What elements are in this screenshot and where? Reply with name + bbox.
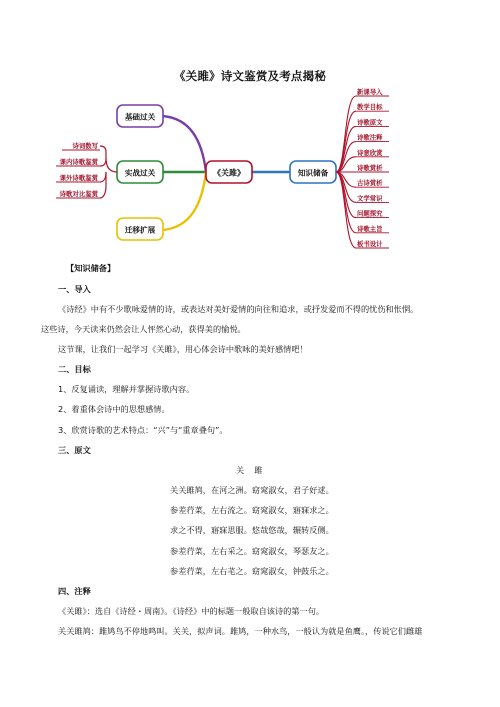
right-leaf-list <box>356 87 383 248</box>
center-node: 《关雎》 <box>213 168 245 178</box>
intro-paragraph-line: 《诗经》中有不少歌咏爱情的诗，或表达对美好爱情的向往和追求，或抒发爱而不得的忧伤和怅惘。 <box>58 304 419 314</box>
poem-title: 关雎 <box>236 465 273 475</box>
goal-item: 2、着重体会诗中的思想感情。 <box>58 404 170 414</box>
node-practice: 实战过关 <box>124 168 156 178</box>
left-leaf: 诗歌对比鉴赏 <box>59 190 98 198</box>
left-bracket <box>100 146 117 198</box>
right-leaf: 板书设计 <box>357 240 383 248</box>
section-heading-goals: 二、目标 <box>58 364 91 374</box>
goal-item: 1、反复诵读，理解并掌握诗歌内容。 <box>58 384 195 394</box>
right-branch <box>336 172 356 218</box>
left-leaf: 诗词数写 <box>72 142 98 150</box>
right-leaf: 诗歌赏析 <box>357 164 383 172</box>
intro-paragraph: 这节课，让我们一起学习《关雎》，用心体会诗中歌咏的美好感情吧！ <box>58 344 308 354</box>
section-knowledge-label: 【知识储备】 <box>66 263 116 273</box>
right-leaf: 文学常识 <box>357 194 383 203</box>
section-heading-original: 三、原文 <box>58 445 91 455</box>
poem-line: 参差荇菜，左右采之。窈窕淑女，琴瑟友之。 <box>170 546 334 556</box>
mind-map-diagram <box>0 0 500 262</box>
poem-line: 参差荇菜，左右流之。窈窕淑女，寤寐求之。 <box>170 505 334 515</box>
section-heading-intro: 一、导入 <box>58 284 91 294</box>
poem-line: 参差荇菜，左右芼之。窈窕淑女，钟鼓乐之。 <box>170 566 334 576</box>
right-branch <box>336 126 356 172</box>
connector-basic <box>162 116 206 172</box>
right-leaf: 诗意欣赏 <box>357 148 383 157</box>
right-leaf: 教学目标 <box>357 103 383 112</box>
connector-extend <box>162 172 206 230</box>
right-leaf: 新课导入 <box>357 88 383 96</box>
note-item: 关关雎鸠：雎鸠鸟不停地鸣叫。关关，拟声词。雎鸠，一种水鸟，一般认为就是鱼鹰。，传说它们雌雄 <box>58 626 423 636</box>
left-leaf: 课外诗歌鉴赏 <box>59 174 98 182</box>
page-title: 《关雎》诗文鉴赏及考点揭秘 <box>173 69 327 83</box>
left-leaf: 课内诗歌鉴赏 <box>59 158 98 166</box>
node-basic: 基础过关 <box>124 112 156 122</box>
right-leaf: 诗歌注释 <box>357 133 383 142</box>
note-item: 《关雎》：选自《诗经・周南》。《诗经》中的标题一般取自该诗的第一句。 <box>58 606 325 616</box>
node-extend: 迁移扩展 <box>124 225 156 235</box>
node-knowledge: 知识储备 <box>297 168 329 178</box>
goal-item: 3、欣赏诗歌的艺术特点：“兴”与“重章叠句”。 <box>58 425 228 435</box>
right-leaf: 问题探究 <box>357 209 383 218</box>
right-leaf: 诗歌主旨 <box>357 224 383 233</box>
intro-paragraph-line: 这些诗，今天读来仍然会让人怦然心动，获得美的愉悦。 <box>41 324 246 334</box>
poem-line: 求之不得，寤寐思服。悠哉悠哉，辗转反侧。 <box>170 525 334 535</box>
poem-line: 关关雎鸠，在河之洲。窈窕淑女，君子好逑。 <box>170 485 334 495</box>
right-leaf: 诗歌原文 <box>357 118 383 127</box>
right-leaf: 古诗赏析 <box>357 179 383 188</box>
section-heading-notes: 四、注释 <box>58 586 91 596</box>
